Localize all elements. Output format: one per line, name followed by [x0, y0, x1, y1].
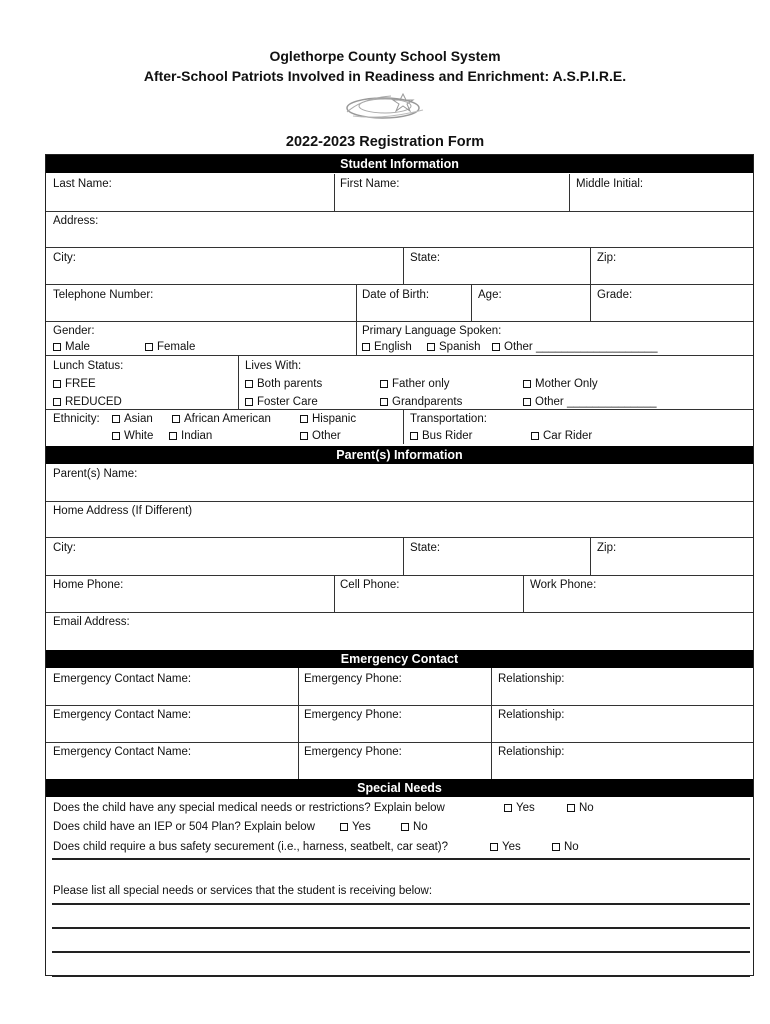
checkbox-icon[interactable] — [380, 398, 388, 406]
checkbox-icon[interactable] — [552, 843, 560, 851]
first-name-field[interactable]: First Name: — [340, 178, 400, 190]
grade-field[interactable]: Grade: — [597, 289, 633, 301]
checkbox-icon[interactable] — [300, 415, 308, 423]
ethnicity-indian-option[interactable]: Indian — [169, 429, 212, 443]
answer-line[interactable] — [52, 903, 750, 905]
checkbox-icon[interactable] — [245, 398, 253, 406]
gender-female-option[interactable]: Female — [145, 340, 195, 354]
parent-state-field[interactable]: State: — [410, 542, 441, 554]
lives-father-only-option[interactable]: Father only — [380, 377, 450, 391]
lives-with-label: Lives With: — [245, 360, 302, 372]
emergency-relationship-1[interactable]: Relationship: — [498, 673, 565, 685]
lives-other-option[interactable]: Other ______________ — [523, 395, 657, 409]
emergency-phone-2[interactable]: Emergency Phone: — [304, 709, 402, 721]
answer-line[interactable] — [52, 858, 750, 860]
lunch-status-label: Lunch Status: — [53, 360, 124, 372]
checkbox-icon[interactable] — [53, 343, 61, 351]
lives-grandparents-option[interactable]: Grandparents — [380, 395, 462, 409]
primary-language-label: Primary Language Spoken: — [362, 325, 502, 337]
medical-needs-yes-option[interactable]: Yes — [504, 801, 535, 815]
checkbox-icon[interactable] — [53, 380, 61, 388]
gender-label: Gender: — [53, 325, 95, 337]
checkbox-icon[interactable] — [401, 823, 409, 831]
emergency-relationship-2[interactable]: Relationship: — [498, 709, 565, 721]
program-logo-image — [333, 88, 441, 122]
checkbox-icon[interactable] — [490, 843, 498, 851]
age-field[interactable]: Age: — [478, 289, 502, 301]
special-services-prompt: Please list all special needs or services that the student is receiving below: — [53, 885, 433, 897]
transportation-label: Transportation: — [410, 413, 487, 425]
special-needs-header: Special Needs — [46, 779, 753, 797]
ethnicity-asian-option[interactable]: Asian — [112, 412, 153, 426]
emergency-contact-name-2[interactable]: Emergency Contact Name: — [53, 709, 192, 721]
language-english-option[interactable]: English — [362, 340, 412, 354]
lives-mother-only-option[interactable]: Mother Only — [523, 377, 598, 391]
answer-line[interactable] — [52, 927, 750, 929]
checkbox-icon[interactable] — [112, 432, 120, 440]
iep-question: Does child have an IEP or 504 Plan? Explain below — [53, 821, 315, 833]
lives-both-parents-option[interactable]: Both parents — [245, 377, 322, 391]
answer-line[interactable] — [52, 951, 750, 953]
state-field[interactable]: State: — [410, 252, 441, 264]
language-spanish-option[interactable]: Spanish — [427, 340, 481, 354]
parent-zip-field[interactable]: Zip: — [597, 542, 617, 554]
ethnicity-label: Ethnicity: — [53, 413, 100, 425]
work-phone-field[interactable]: Work Phone: — [530, 579, 597, 591]
telephone-field[interactable]: Telephone Number: — [53, 289, 154, 301]
checkbox-icon[interactable] — [245, 380, 253, 388]
bus-securement-yes-option[interactable]: Yes — [490, 840, 521, 854]
parents-information-header: Parent(s) Information — [46, 446, 753, 464]
checkbox-icon[interactable] — [380, 380, 388, 388]
school-system-title: Oglethorpe County School System — [269, 48, 501, 64]
emergency-contact-name-3[interactable]: Emergency Contact Name: — [53, 746, 192, 758]
answer-line[interactable] — [52, 975, 750, 977]
emergency-contact-name-1[interactable]: Emergency Contact Name: — [53, 673, 192, 685]
checkbox-icon[interactable] — [145, 343, 153, 351]
home-phone-field[interactable]: Home Phone: — [53, 579, 124, 591]
zip-field[interactable]: Zip: — [597, 252, 617, 264]
language-other-option[interactable]: Other ___________________ — [492, 340, 657, 354]
iep-yes-option[interactable]: Yes — [340, 820, 371, 834]
checkbox-icon[interactable] — [172, 415, 180, 423]
checkbox-icon[interactable] — [300, 432, 308, 440]
home-address-field[interactable]: Home Address (If Different) — [53, 505, 193, 517]
student-information-header: Student Information — [46, 155, 753, 173]
city-field[interactable]: City: — [53, 252, 76, 264]
emergency-phone-1[interactable]: Emergency Phone: — [304, 673, 402, 685]
medical-needs-question: Does the child have any special medical needs or restrictions? Explain below — [53, 802, 445, 814]
form-title: 2022-2023 Registration Form — [285, 134, 485, 150]
checkbox-icon[interactable] — [410, 432, 418, 440]
emergency-contact-header: Emergency Contact — [46, 650, 753, 668]
checkbox-icon[interactable] — [169, 432, 177, 440]
ethnicity-white-option[interactable]: White — [112, 429, 153, 443]
checkbox-icon[interactable] — [340, 823, 348, 831]
checkbox-icon[interactable] — [53, 398, 61, 406]
emergency-phone-3[interactable]: Emergency Phone: — [304, 746, 402, 758]
last-name-field[interactable]: Last Name: — [53, 178, 112, 190]
parents-name-field[interactable]: Parent(s) Name: — [53, 468, 138, 480]
checkbox-icon[interactable] — [504, 804, 512, 812]
lives-foster-care-option[interactable]: Foster Care — [245, 395, 318, 409]
gender-male-option[interactable]: Male — [53, 340, 90, 354]
checkbox-icon[interactable] — [427, 343, 435, 351]
checkbox-icon[interactable] — [492, 343, 500, 351]
checkbox-icon[interactable] — [523, 398, 531, 406]
address-field[interactable]: Address: — [53, 215, 99, 227]
email-address-field[interactable]: Email Address: — [53, 616, 130, 628]
checkbox-icon[interactable] — [362, 343, 370, 351]
parent-city-field[interactable]: City: — [53, 542, 76, 554]
ethnicity-hispanic-option[interactable]: Hispanic — [300, 412, 356, 426]
program-title: After-School Patriots Involved in Readiness and Enrichment: A.S.P.I.R.E. — [143, 68, 627, 84]
checkbox-icon[interactable] — [112, 415, 120, 423]
emergency-relationship-3[interactable]: Relationship: — [498, 746, 565, 758]
middle-initial-field[interactable]: Middle Initial: — [576, 178, 644, 190]
iep-no-option[interactable]: No — [401, 820, 428, 834]
registration-form — [45, 154, 754, 976]
cell-phone-field[interactable]: Cell Phone: — [340, 579, 400, 591]
lunch-reduced-option[interactable]: REDUCED — [53, 395, 122, 409]
transport-bus-rider-option[interactable]: Bus Rider — [410, 429, 473, 443]
medical-needs-no-option[interactable]: No — [567, 801, 594, 815]
date-of-birth-field[interactable]: Date of Birth: — [362, 289, 430, 301]
ethnicity-other-option[interactable]: Other — [300, 429, 341, 443]
checkbox-icon[interactable] — [531, 432, 539, 440]
bus-securement-question: Does child require a bus safety securement (i.e., harness, seatbelt, car seat)? — [53, 841, 449, 853]
checkbox-icon[interactable] — [567, 804, 575, 812]
checkbox-icon[interactable] — [523, 380, 531, 388]
bus-securement-no-option[interactable]: No — [552, 840, 579, 854]
transport-car-rider-option[interactable]: Car Rider — [531, 429, 592, 443]
ethnicity-african-american-option[interactable]: African American — [172, 412, 271, 426]
lunch-free-option[interactable]: FREE — [53, 377, 96, 391]
